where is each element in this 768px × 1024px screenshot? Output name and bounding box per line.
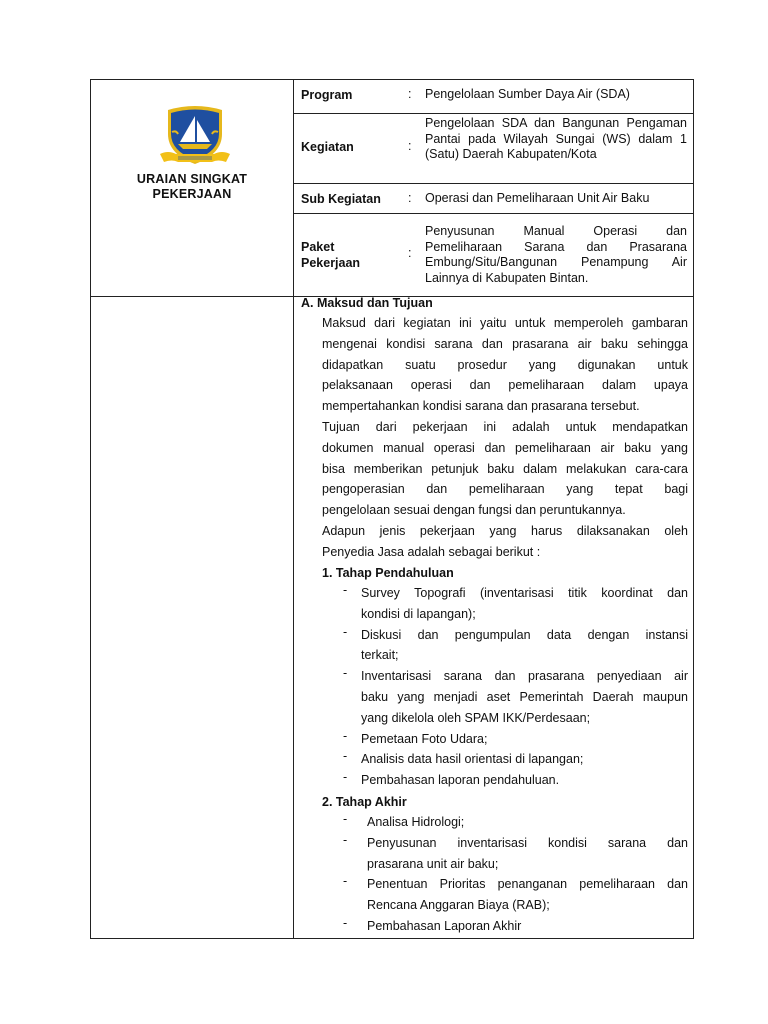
paket-pekerjaan-label	[301, 239, 360, 271]
list-item-line: Inventarisasi sarana dan prasarana penyediaan air	[361, 669, 688, 684]
stage1-title: 1. Tahap Pendahuluan	[322, 566, 454, 580]
list-item-line: Pemetaan Foto Udara;	[361, 731, 488, 746]
row-divider	[293, 113, 694, 114]
sub-kegiatan-value: Operasi dan Pemeliharaan Unit Air Baku	[425, 191, 650, 205]
list-item-line: yang dikelola oleh SPAM IKK/Perdesaan;	[361, 710, 591, 725]
list-bullet-dash: -	[343, 728, 348, 743]
list-bullet-dash: -	[343, 624, 348, 639]
paket-label-line2: Pekerjaan	[301, 256, 361, 270]
paragraph-line: bisa memberikan petunjuk baku dalam melakukan cara-cara	[322, 461, 688, 476]
kegiatan-value: Pengelolaan SDA dan Bangunan Pengaman Pantai pada Wilayah Sungai (WS) dalam 1 (Satu) Daerah Kabupaten/Kota	[425, 116, 687, 161]
list-bullet-dash: -	[343, 666, 348, 681]
paragraph-line: Adapun jenis pekerjaan yang harus dilaksanakan oleh	[322, 523, 688, 538]
list-item-line: Survey Topografi (inventarisasi titik koordinat dan	[361, 586, 688, 600]
left-heading-line2: PEKERJAAN	[152, 187, 232, 201]
paket-label-line1: Paket	[301, 240, 335, 254]
sub-kegiatan-label: Sub Kegiatan	[301, 192, 381, 206]
list-item-line: Penyusunan inventarisasi kondisi sarana dan	[367, 835, 688, 850]
kegiatan-colon: :	[408, 139, 412, 153]
left-heading	[91, 172, 293, 202]
paket-colon: :	[408, 246, 412, 260]
paragraph-line: didapatkan suatu prosedur yang digunakan untuk	[322, 357, 688, 372]
paragraph-line: mengenai kondisi sarana dan prasarana air baku sehingga	[322, 336, 688, 351]
sub-kegiatan-colon: :	[408, 191, 412, 205]
list-item-line: Analisis data hasil orientasi di lapangan;	[361, 752, 584, 767]
program-colon: :	[408, 87, 412, 101]
column-divider	[293, 79, 294, 939]
paragraph-line: Maksud dari kegiatan ini yaitu untuk memperoleh gambaran	[322, 316, 688, 330]
list-bullet-dash: -	[343, 916, 348, 930]
bintan-regency-emblem-icon	[158, 104, 232, 170]
paragraph-line: pengoperasian dan pemeliharaan yang tepat bagi	[322, 482, 688, 497]
left-heading-line1: URAIAN SINGKAT	[136, 172, 248, 186]
program-value: Pengelolaan Sumber Daya Air (SDA)	[425, 87, 630, 101]
paket-value: Penyusunan Manual Operasi dan Pemeliharaan Sarana dan Prasarana Embung/Situ/Bangunan Penampung Air Lainnya di Kabupaten Bintan.	[425, 224, 687, 285]
list-item-line: prasarana unit air baku;	[367, 856, 499, 871]
list-bullet-dash: -	[343, 749, 348, 764]
list-item-line: terkait;	[361, 648, 399, 663]
list-item-line: Pembahasan laporan pendahuluan.	[361, 773, 560, 788]
list-bullet-dash: -	[343, 583, 348, 597]
section-a-paragraph	[322, 313, 688, 563]
list-item-line: Rencana Anggaran Biaya (RAB);	[367, 898, 550, 913]
list-bullet-dash: -	[343, 770, 348, 785]
list-item-line: Analisa Hidrologi;	[367, 815, 465, 829]
paragraph-line: Tujuan dari pekerjaan ini adalah untuk mendapatkan	[322, 419, 688, 434]
list-item-line: baku yang menjadi aset Pemerintah Daerah maupun	[361, 690, 688, 704]
paragraph-line: dokumen manual operasi dan pemeliharaan air baku yang	[322, 440, 688, 455]
list-bullet-dash: -	[343, 832, 348, 847]
paragraph-line: pengelolaan sesuai dengan fungsi dan peruntukannya.	[322, 503, 626, 518]
list-item-line: Pembahasan Laporan Akhir	[367, 919, 522, 933]
list-bullet-dash: -	[343, 874, 348, 889]
row-divider	[293, 213, 694, 214]
row-divider	[293, 183, 694, 184]
paragraph-line: Penyedia Jasa adalah sebagai berikut :	[322, 544, 541, 559]
paragraph-line: pelaksanaan operasi dan pemeliharaan dalam upaya	[322, 378, 688, 393]
list-bullet-dash: -	[343, 812, 348, 826]
kegiatan-label: Kegiatan	[301, 140, 354, 154]
list-item-line: kondisi di lapangan);	[361, 606, 476, 621]
stage2-title: 2. Tahap Akhir	[322, 795, 407, 809]
list-item-line: Diskusi dan pengumpulan data dengan instansi	[361, 627, 688, 642]
section-a-heading: A. Maksud dan Tujuan	[301, 296, 433, 310]
list-item-line: Penentuan Prioritas penanganan pemeliharaan dan	[367, 877, 688, 892]
paragraph-line: mempertahankan kondisi sarana dan prasarana tersebut.	[322, 399, 640, 414]
program-label: Program	[301, 88, 353, 102]
